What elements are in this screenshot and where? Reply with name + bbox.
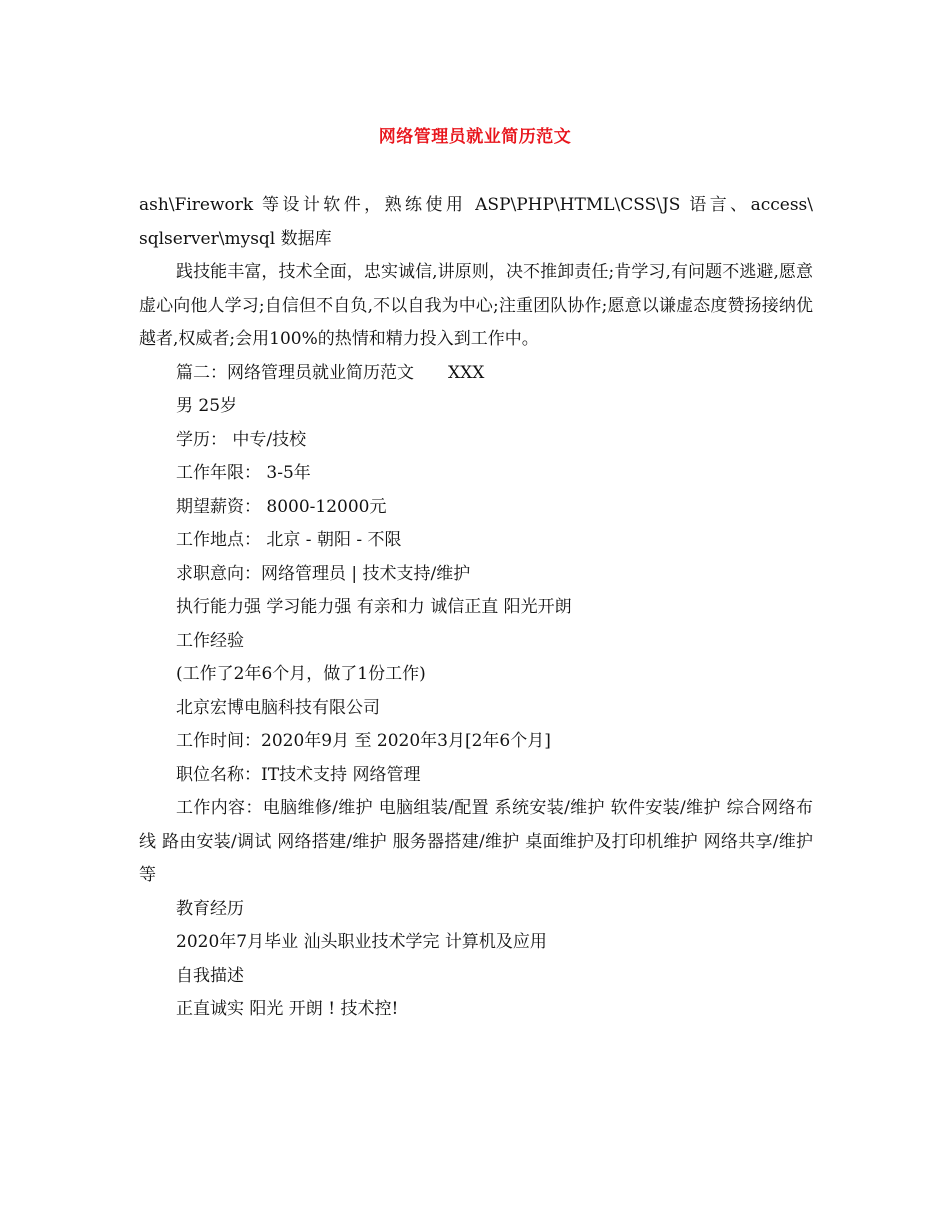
- skills-tools-line-2: sqlserver\mysql 数据库: [139, 228, 332, 249]
- self-evaluation-paragraph: 践技能丰富，技术全面，忠实诚信,讲原则，决不推卸责任;肯学习,有问题不逃避,愿意虚心向他人学习;自信但不自负,不以自我为中心;注重团队协作;愿意以谦虚态度赞扬接纳优越者,权威者;会用100%的热情和精力投入到工作中。: [139, 262, 813, 349]
- expected-salary: 期望薪资： 8000-12000元: [176, 496, 387, 517]
- work-years: 工作年限： 3-5年: [176, 463, 311, 483]
- personal-traits: 执行能力强 学习能力强 有亲和力 诚信正直 阳光开朗: [176, 597, 572, 617]
- work-location: 工作地点： 北京 - 朝阳 - 不限: [176, 530, 402, 550]
- document-title: 网络管理员就业简历范文: [378, 127, 572, 147]
- skills-tools-line-1: ash\Firework 等设计软件，熟练使用 ASP\PHP\HTML\CSS\JS 语言、access\: [139, 195, 813, 215]
- gender-age: 男 25岁: [176, 396, 238, 416]
- education-heading: 教育经历: [176, 898, 244, 919]
- work-experience-heading: 工作经验: [176, 630, 244, 651]
- company-name: 北京宏博电脑科技有限公司: [176, 697, 380, 718]
- job-intention: 求职意向：网络管理员 | 技术支持/维护: [176, 563, 471, 584]
- self-description-text: 正直诚实 阳光 开朗 ! 技术控!: [176, 999, 399, 1019]
- self-description-heading: 自我描述: [176, 965, 244, 986]
- education-detail: 2020年7月毕业 汕头职业技术学完 计算机及应用: [176, 932, 547, 952]
- education-level: 学历： 中专/技校: [176, 429, 307, 450]
- work-experience-summary: (工作了2年6个月，做了1份工作): [176, 664, 426, 684]
- section-heading-part-two: 篇二：网络管理员就业简历范文 XXX: [176, 362, 485, 383]
- job-title: 职位名称：IT技术支持 网络管理: [176, 764, 421, 785]
- job-content: 工作内容：电脑维修/维护 电脑组装/配置 系统安装/维护 软件安装/维护 综合网络布线 路由安装/调试 网络搭建/维护 服务器搭建/维护 桌面维护及打印机维护 网络共享/维护等: [139, 798, 813, 885]
- work-period: 工作时间：2020年9月 至 2020年3月[2年6个月]: [176, 731, 551, 751]
- document-body: [139, 189, 813, 1027]
